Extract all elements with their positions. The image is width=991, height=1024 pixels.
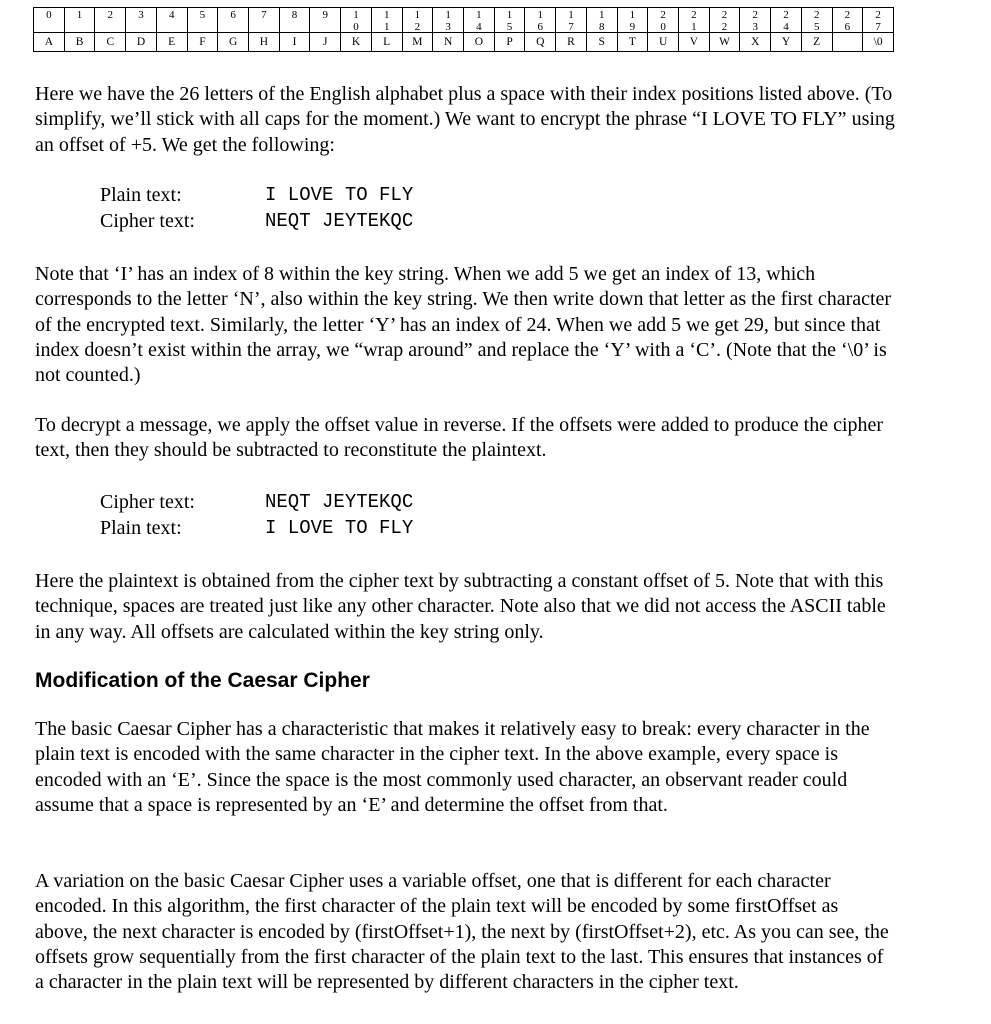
letter-cell: M: [402, 32, 434, 52]
letter-cell: H: [248, 32, 280, 52]
letter-cell: E: [156, 32, 188, 52]
letter-cell: T: [617, 32, 649, 52]
letter-cell: J: [309, 32, 341, 52]
letter-cell: O: [463, 32, 495, 52]
letter-cell: A: [33, 32, 65, 52]
index-cell: 6: [217, 7, 249, 33]
letter-cell: I: [279, 32, 311, 52]
decrypt-plain-label: Plain text:: [100, 517, 182, 539]
index-cell: 9: [309, 7, 341, 33]
decrypt-cipher-value: NEQT JEYTEKQC: [265, 491, 414, 513]
index-table: [33, 7, 893, 53]
basic-weakness-paragraph: The basic Caesar Cipher has a characteristic that makes it relatively easy to break: every character in the plain text is encoded with the same character in the cipher text. In the above example, every space is encoded with an ‘E’. Since the space is the most commonly used character, an observant reader could assume that a space is represented by an ‘E’ and determine the offset from that.: [35, 718, 870, 816]
letter-cell: S: [586, 32, 618, 52]
index-cell: 2 1: [678, 7, 710, 33]
encrypt-cipher-label: Cipher text:: [100, 210, 195, 232]
decrypt-cipher-label: Cipher text:: [100, 491, 195, 513]
letter-cell: Q: [524, 32, 556, 52]
section-heading: Modification of the Caesar Cipher: [35, 669, 370, 692]
index-cell: 0: [33, 7, 65, 33]
letter-cell: P: [494, 32, 526, 52]
letter-cell: Y: [770, 32, 802, 52]
index-cell: 1 2: [402, 7, 434, 33]
index-cell: 2: [94, 7, 126, 33]
letter-cell: L: [371, 32, 403, 52]
letter-cell: R: [555, 32, 587, 52]
letter-cell: C: [94, 32, 126, 52]
index-cell: 1: [64, 7, 96, 33]
index-cell: 1 8: [586, 7, 618, 33]
letter-cell: Z: [801, 32, 833, 52]
index-cell: 1 9: [617, 7, 649, 33]
index-cell: 2 6: [832, 7, 864, 33]
index-cell: 2 7: [862, 7, 894, 33]
letter-cell: K: [340, 32, 372, 52]
letter-cell: X: [739, 32, 771, 52]
index-cell: 2 0: [647, 7, 679, 33]
letter-cell: N: [432, 32, 464, 52]
letter-cell: B: [64, 32, 96, 52]
variation-paragraph: A variation on the basic Caesar Cipher uses a variable offset, one that is different for each character encoded. In this algorithm, the first character of the plain text will be encoded by some firstOffset as above, the next character is encoded by (firstOffset+1), the next by (firstOffset+2), etc. As you can see, the offsets grow sequentially from the first character of the plain text to the last. This ensures that instances of a character in the plain text will be represented by different characters in the cipher text.: [35, 870, 889, 994]
letter-cell: D: [125, 32, 157, 52]
index-cell: 1 3: [432, 7, 464, 33]
intro-paragraph: Here we have the 26 letters of the English alphabet plus a space with their index positions listed above. (To simplify, we’ll stick with all caps for the moment.) We want to encrypt the phrase “I LOVE TO FLY” using an offset of +5. We get the following:: [35, 83, 895, 156]
letter-cell: \0: [862, 32, 894, 52]
index-cell: 4: [156, 7, 188, 33]
letter-cell: U: [647, 32, 679, 52]
index-cell: 1 6: [524, 7, 556, 33]
letter-cell: G: [217, 32, 249, 52]
encrypt-cipher-value: NEQT JEYTEKQC: [265, 210, 414, 232]
index-cell: 1 4: [463, 7, 495, 33]
note-index-paragraph: Note that ‘I’ has an index of 8 within the key string. When we add 5 we get an index of 13, which corresponds to the letter ‘N’, also within the key string. We then write down that letter as the first character of the encrypted text. Similarly, the letter ‘Y’ has an index of 24. When we add 5 we get 29, but since that index doesn’t exist within the array, we “wrap around” and replace the ‘Y’ with a ‘C’. (Note that the ‘\0’ is not counted.): [35, 263, 892, 387]
index-cell: 7: [248, 7, 280, 33]
index-cell: 3: [125, 7, 157, 33]
letter-cell: [832, 32, 864, 52]
index-cell: 2 4: [770, 7, 802, 33]
encrypt-plain-label: Plain text:: [100, 184, 182, 206]
letter-cell: V: [678, 32, 710, 52]
index-cell: 2 3: [739, 7, 771, 33]
index-cell: 8: [279, 7, 311, 33]
index-cell: 1 5: [494, 7, 526, 33]
index-cell: 1 1: [371, 7, 403, 33]
index-cell: 1 0: [340, 7, 372, 33]
index-cell: 2 5: [801, 7, 833, 33]
decrypt-paragraph: To decrypt a message, we apply the offset value in reverse. If the offsets were added to produce the cipher text, then they should be subtracted to reconstitute the plaintext.: [35, 414, 884, 462]
index-cell: 5: [187, 7, 219, 33]
encrypt-plain-value: I LOVE TO FLY: [265, 184, 414, 206]
letter-cell: W: [709, 32, 741, 52]
plaintext-obtained-paragraph: Here the plaintext is obtained from the cipher text by subtracting a constant offset of 5. Note that with this technique, spaces are treated just like any other character. Note also that we did not access the ASCII table in any way. All offsets are calculated within the key string only.: [35, 570, 886, 643]
decrypt-plain-value: I LOVE TO FLY: [265, 517, 414, 539]
index-cell: 2 2: [709, 7, 741, 33]
index-cell: 1 7: [555, 7, 587, 33]
letter-cell: F: [187, 32, 219, 52]
